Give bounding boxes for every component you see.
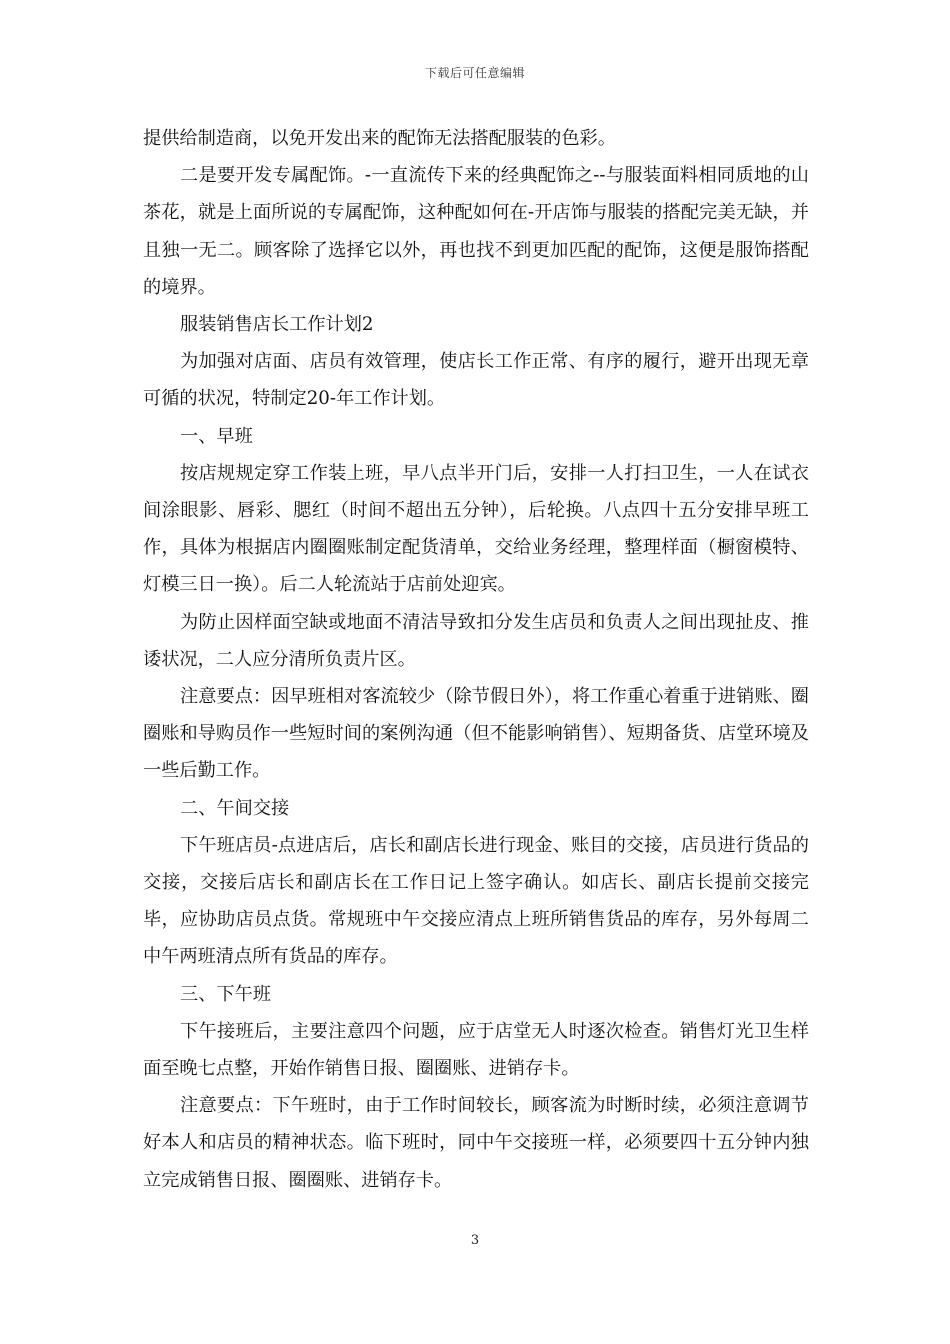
paragraph: 注意要点：因早班相对客流较少（除节假日外），将工作重心着重于进销账、圈圈账和导购员作一些短时间的案例沟通（但不能影响销售）、短期备货、店堂环境及一些后勤工作。 xyxy=(143,686,809,782)
paragraph: 为防止因样面空缺或地面不清洁导致扣分发生店员和负责人之间出现扯皮、推诿状况，二人应分清所负责片区。 xyxy=(143,611,809,670)
paragraph: 为加强对店面、店员有效管理，使店长工作正常、有序的履行，避开出现无章可循的状况，特制定20-年工作计划。 xyxy=(143,351,809,410)
section-title: 服装销售店长工作计划2 xyxy=(180,314,374,336)
page-header: 下载后可任意编辑 xyxy=(424,66,525,80)
paragraph: 二是要开发专属配饰。-一直流传下来的经典配饰之--与服装面料相同质地的山茶花，就是上面所说的专属配饰，这种配如何在-开店饰与服装的搭配完美无缺，并且独一无二。顾客除了选择它以外，再也找不到更加匹配的配饰，这便是服饰搭配的境界。 xyxy=(143,165,809,298)
paragraph: 下午接班后，主要注意四个问题，应于店堂无人时逐次检查。销售灯光卫生样面至晚七点整，开始作销售日报、圈圈账、进销存卡。 xyxy=(143,1020,809,1080)
document-body xyxy=(143,120,809,1199)
section-heading: 二、午间交接 xyxy=(180,797,290,819)
page-number: 3 xyxy=(470,1233,480,1248)
section-heading: 一、早班 xyxy=(180,425,253,447)
paragraph: 下午班店员-点进店后，店长和副店长进行现金、账目的交接，店员进行货品的交接，交接后店长和副店长在工作日记上签字确认。如店长、副店长提前交接完毕，应协助店员点货。常规班中午交接应清点上班所销售货品的库存，另外每周二中午两班清点所有货品的库存。 xyxy=(143,834,809,968)
paragraph: 注意要点：下午班时，由于工作时间较长，顾客流为时断时续，必须注意调节好本人和店员的精神状态。临下班时，同中午交接班一样，必须要四十五分钟内独立完成销售日报、圈圈账、进销存卡。 xyxy=(143,1095,809,1191)
paragraph: 提供给制造商，以免开发出来的配饰无法搭配服装的色彩。 xyxy=(143,128,616,149)
section-heading: 三、下午班 xyxy=(180,983,271,1005)
paragraph: 按店规规定穿工作装上班，早八点半开门后，安排一人打扫卫生，一人在试衣间涂眼影、唇彩、腮红（时间不超出五分钟），后轮换。八点四十五分安排早班工作，具体为根据店内圈圈账制定配货清单，交给业务经理，整理样面（橱窗模特、灯模三日一换）。后二人轮流站于店前处迎宾。 xyxy=(143,462,809,596)
